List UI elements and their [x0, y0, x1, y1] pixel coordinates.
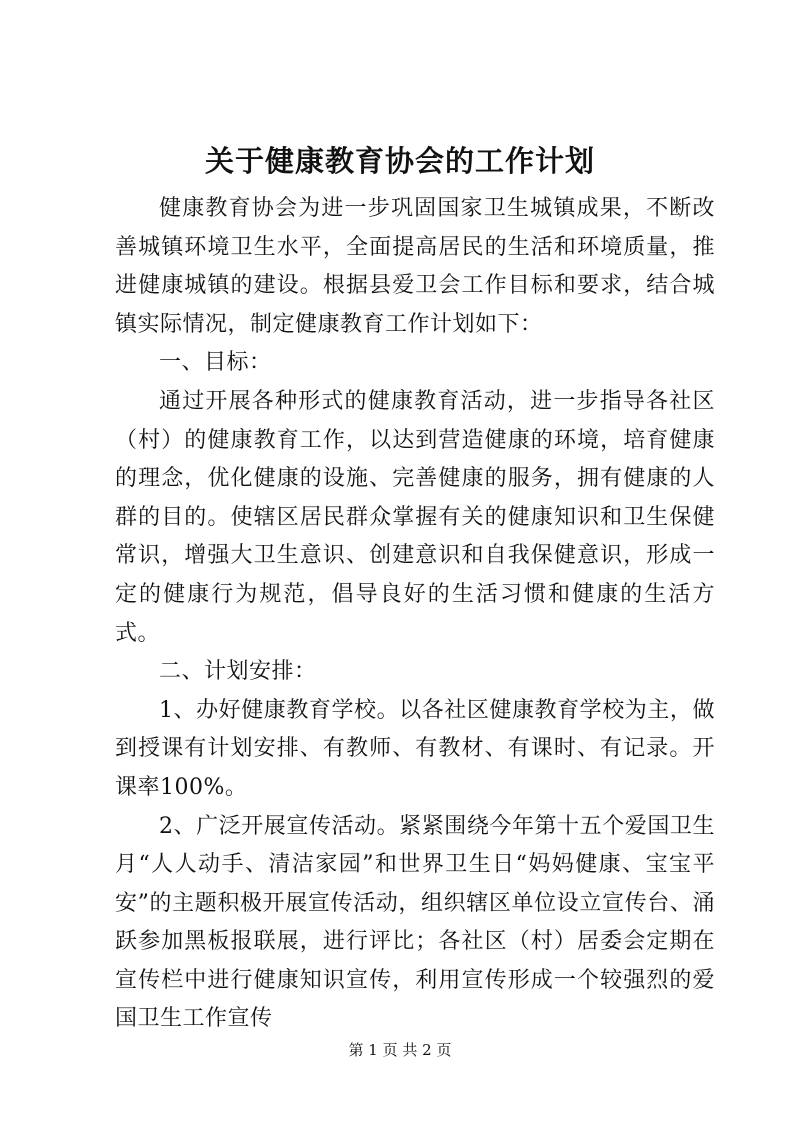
document-body [115, 190, 715, 1039]
plan-item-1: 1、办好健康教育学校。以各社区健康教育学校为主，做到授课有计划安排、有教师、有教材、有课时、有记录。开课率100%。 [115, 697, 715, 800]
page-number: 第 1 页 共 2 页 [348, 1041, 452, 1059]
document-title: 关于健康教育协会的工作计划 [204, 144, 595, 178]
goals-paragraph: 通过开展各种形式的健康教育活动，进一步指导各社区（村）的健康教育工作，以达到营造健康的环境，培育健康的理念，优化健康的设施、完善健康的服务，拥有健康的人群的目的。使辖区居民群众掌握有关的健康知识和卫生保健常识，增强大卫生意识、创建意识和自我保健意识，形成一定的健康行为规范，倡导良好的生活习惯和健康的生活方式。 [115, 388, 715, 646]
plan-item-2: 2、广泛开展宣传活动。紧紧围绕今年第十五个爱国卫生月“人人动手、清洁家园”和世界卫生日“妈妈健康、宝宝平安”的主题积极开展宣传活动，组织辖区单位设立宣传台、涌跃参加黑板报联展，进行评比；各社区（村）居委会定期在宣传栏中进行健康知识宣传，利用宣传形成一个较强烈的爱国卫生工作宣传 [115, 813, 715, 1032]
intro-paragraph: 健康教育协会为进一步巩固国家卫生城镇成果，不断改善城镇环境卫生水平，全面提高居民的生活和环境质量，推进健康城镇的建设。根据县爱卫会工作目标和要求，结合城镇实际情况，制定健康教育工作计划如下： [115, 196, 715, 337]
page-footer [0, 1040, 800, 1060]
section-heading-goals: 一、目标： [159, 350, 272, 376]
section-heading-plan: 二、计划安排： [159, 659, 317, 685]
